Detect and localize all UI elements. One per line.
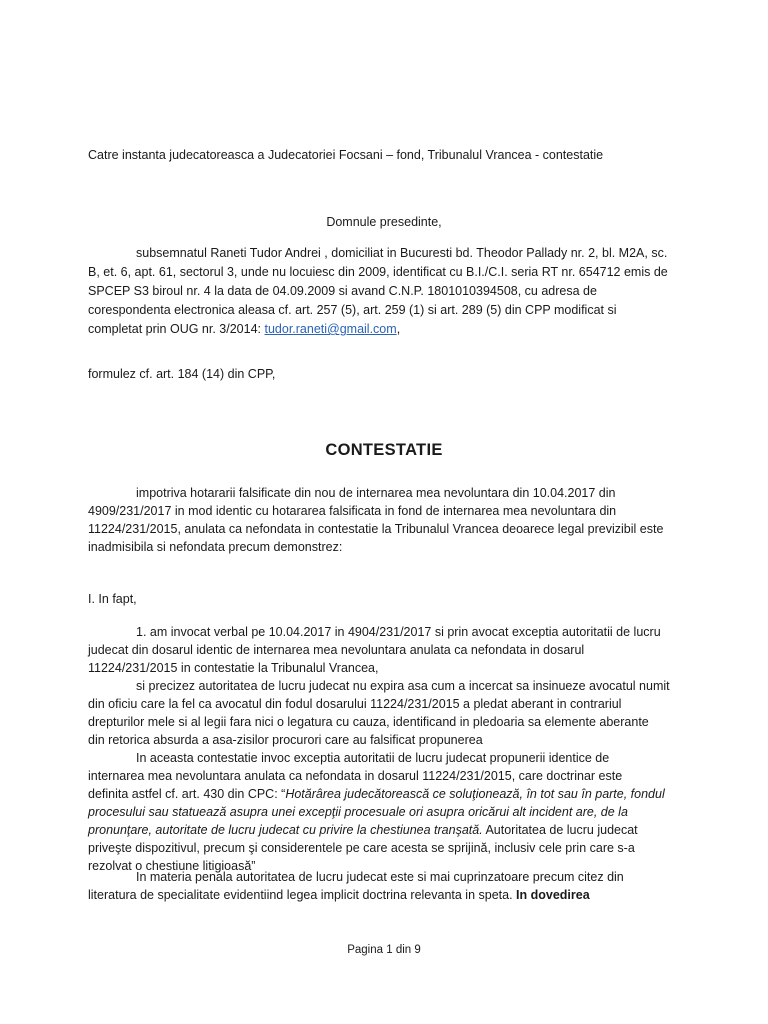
final-line-1: In materia penala autoritatea de lucru judecat este si mai cuprinzatoare precum citez din xyxy=(136,870,624,884)
intro-line-2: B, et. 6, apt. 61, sectorul 3, unde nu locuiesc din 2009, identificat cu B.I./C.I. seria RT nr. 654712 emis de xyxy=(88,265,668,279)
body-line: si precizez autoritatea de lucru judecat nu expira asa cum a incercat sa insinueze avocatul numit xyxy=(136,679,670,693)
final-line-2 xyxy=(88,886,590,904)
quote-line-2: procesului sau statuează asupra unei excepţii procesuale ori asupra oricărui alt incident are, de la xyxy=(88,805,628,819)
intro-line-4: corespondenta electronica aleasa cf. art. 257 (5), art. 259 (1) si art. 289 (5) din CPP modificat si xyxy=(88,303,617,317)
quote-line-5: rezolvat o chestiune litigioasă” xyxy=(88,859,256,873)
quote-line-1: Hotărârea judecătorească ce soluţionează, în tot sau în parte, fondul xyxy=(285,787,665,801)
body-line: In aceasta contestatie invoc exceptia autoritatii de lucru judecat propunerii identice de xyxy=(136,751,610,765)
body-line: internarea mea nevoluntara anulata ca nefondata in dosarul 11224/231/2015, care doctrinar este xyxy=(88,769,623,783)
object-line-2: 4909/231/2017 in mod identic cu hotararea falsificata in fond de internarea mea nevoluntara din xyxy=(88,504,617,518)
intro-line-1: subsemnatul Raneti Tudor Andrei , domiciliat in Bucuresti bd. Theodor Pallady nr. 2, bl. M2A, sc. xyxy=(136,246,668,260)
body-line: drepturilor mele si al legii fara nici o legatura cu cauza, identificand in pledoaria sa elemente aberante xyxy=(88,715,649,729)
intro-line-5-prefix: completat prin OUG nr. 3/2014: xyxy=(88,322,265,336)
body-line-prefix: definita astfel cf. art. 430 din CPC: “ xyxy=(88,787,286,801)
document-title: CONTESTATIE xyxy=(325,441,443,459)
quote-line-3-italic: pronunţare, autoritate de lucru judecat cu privire la chestiunea tranşată. xyxy=(88,823,483,837)
object-line-4: inadmisibila si nefondata precum demonstrez: xyxy=(88,540,343,554)
object-line-1: impotriva hotararii falsificate din nou de internarea mea nevoluntara din 10.04.2017 din xyxy=(136,486,616,500)
quote-line-3 xyxy=(88,821,638,839)
intro-line-5-suffix: , xyxy=(396,322,401,336)
intro-line-3: SPCEP S3 biroul nr. 4 la data de 04.09.2009 si avand C.N.P. 1801010394508, cu adresa de xyxy=(88,284,597,298)
body-line: 11224/231/2015 in contestatie la Tribunalul Vrancea, xyxy=(88,661,379,675)
email-link[interactable]: tudor.raneti@gmail.com xyxy=(264,322,397,336)
body-line: judecat din dosarul identic de internarea mea nevoluntara anulata ca nefondata in dosarul xyxy=(88,643,585,657)
body-line xyxy=(88,785,665,803)
formulez-line: formulez cf. art. 184 (14) din CPP, xyxy=(88,367,276,381)
final-line-2-main: literatura de specialitate evidentiind legea implicit doctrina relevanta in speta. xyxy=(88,888,513,902)
addressee-line: Catre instanta judecatoreasca a Judecatoriei Focsani – fond, Tribunalul Vrancea - contestatie xyxy=(88,148,604,162)
body-line: 1. am invocat verbal pe 10.04.2017 in 4904/231/2017 si prin avocat exceptia autoritatii de lucru xyxy=(136,625,661,639)
quote-line-4: priveşte dispozitivul, precum şi considerentele pe care acesta se sprijină, inclusiv cele prin care s-a xyxy=(88,841,635,855)
page-number: Pagina 1 din 9 xyxy=(347,944,421,956)
object-line-3: 11224/231/2015, anulata ca nefondata in contestatie la Tribunalul Vrancea deoarece legal previzibil este xyxy=(88,522,664,536)
body-line: din retorica absurda a asa-zisilor procurori care au falsificat propunerea xyxy=(88,733,483,747)
quote-line-3-rest: Autoritatea de lucru judecat xyxy=(482,823,638,837)
salutation: Domnule presedinte, xyxy=(326,215,442,229)
body-line: din oficiu care la fel ca avocatul din fodul dosarului 11224/231/2015 a pledat aberant in contrariul xyxy=(88,697,622,711)
final-line-2-tail: In dovedirea xyxy=(512,888,590,902)
section-heading: I. In fapt, xyxy=(88,592,137,606)
intro-line-5 xyxy=(88,320,400,338)
